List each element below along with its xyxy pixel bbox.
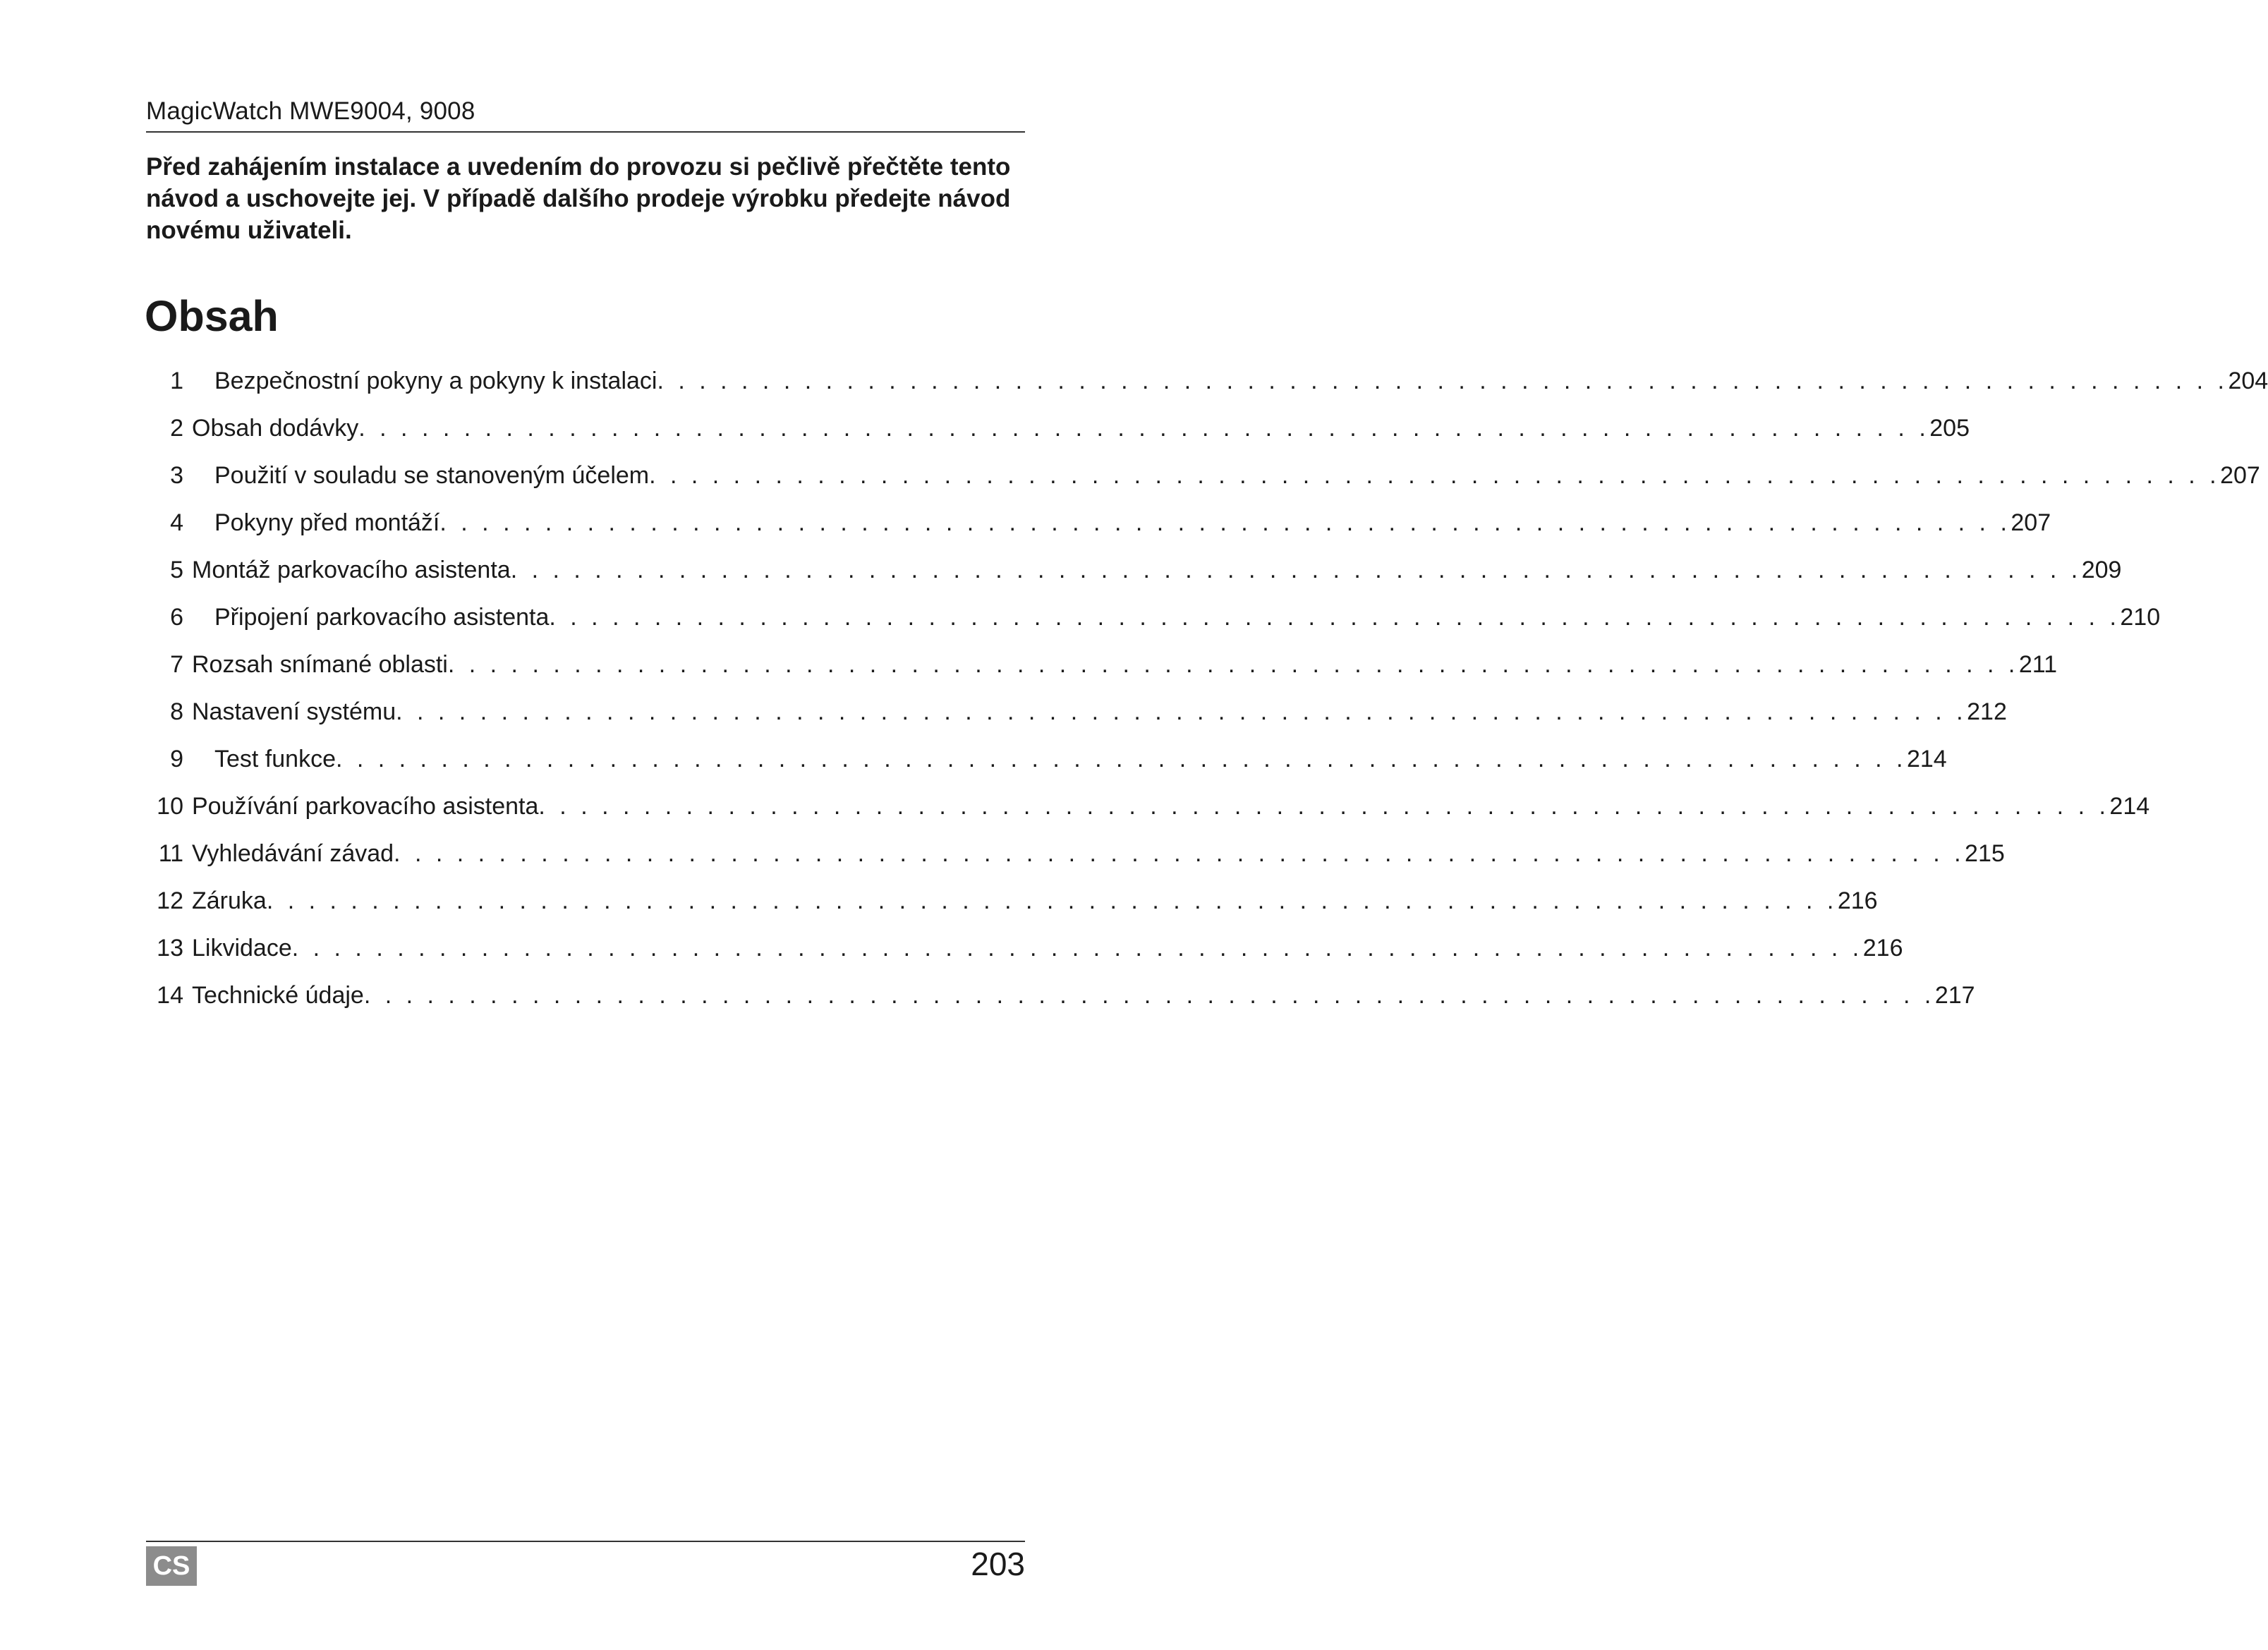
toc-leader-dots: . . . . . . . . . . . . . . . . . . . . . . . . . . . . . . . . . . . . . . . . . . . . . . . . . . . . . . . . . . . . . . . . . . . . . . . . . . . [549,604,2121,631]
toc-entry-page: 212 [1967,698,2007,725]
toc-entry-label: Technické údaje [192,982,364,1009]
header-divider [146,131,1025,133]
toc-leader-dots: . . . . . . . . . . . . . . . . . . . . . . . . . . . . . . . . . . . . . . . . . . . . . . . . . . . . . . . . . . . . . . . . . . . . . . . . . . . [649,462,2221,489]
toc-entry-10[interactable] [157,791,2150,822]
toc-leader-dots: . . . . . . . . . . . . . . . . . . . . . . . . . . . . . . . . . . . . . . . . . . . . . . . . . . . . . . . . . . . . . . . . . . . . . . . . . . . [394,840,1965,867]
toc-entry-9[interactable] [162,744,1947,775]
toc-entry-label: Nastavení systému [192,698,396,725]
toc-title: Obsah [145,292,279,340]
toc-leader-dots: . . . . . . . . . . . . . . . . . . . . . . . . . . . . . . . . . . . . . . . . . . . . . . . . . . . . . . . . . . . . . . . . . . . . . . . . . . . [439,509,2011,536]
toc-entry-14[interactable] [157,980,1975,1011]
footer-divider [146,1541,1025,1542]
toc-entry-number: 12 [157,887,183,914]
toc-entry-13[interactable] [157,933,1903,964]
toc-entry-page: 204 [2228,368,2268,394]
toc-entry-6[interactable] [162,602,2161,633]
toc-leader-dots: . . . . . . . . . . . . . . . . . . . . . . . . . . . . . . . . . . . . . . . . . . . . . . . . . . . . . . . . . . . . . . . . . . . . . . . . . . . [447,651,2019,678]
toc-entry-label: Vyhledávání závad [192,840,394,867]
toc-entry-label: Test funkce [214,746,336,772]
toc-entry-label: Používání parkovacího asistenta [192,793,539,820]
toc-entry-number: 2 [170,415,183,442]
toc-entry-5[interactable] [162,554,2122,586]
toc-entry-label: Záruka [192,887,267,914]
toc-entry-label: Likvidace [192,935,292,962]
toc-entry-number: 11 [158,840,183,867]
toc-entry-number: 13 [157,935,183,962]
toc-leader-dots: . . . . . . . . . . . . . . . . . . . . . . . . . . . . . . . . . . . . . . . . . . . . . . . . . . . . . . . . . . . . . . . . . . . . . . . . . . . [657,368,2228,394]
toc-entry-label: Bezpečnostní pokyny a pokyny k instalaci [214,368,657,394]
toc-leader-dots: . . . . . . . . . . . . . . . . . . . . . . . . . . . . . . . . . . . . . . . . . . . . . . . . . . . . . . . . . . . . . . . . . . . . . . . . . . . [396,698,1967,725]
toc-entry-page: 207 [2011,509,2051,536]
toc-leader-dots: . . . . . . . . . . . . . . . . . . . . . . . . . . . . . . . . . . . . . . . . . . . . . . . . . . . . . . . . . . . . . . . . . . . . . . . . . . . [291,935,1863,962]
toc-entry-number: 6 [170,604,183,631]
toc-leader-dots: . . . . . . . . . . . . . . . . . . . . . . . . . . . . . . . . . . . . . . . . . . . . . . . . . . . . . . . . . . . . . . . . . . . . . . . . . . . [335,746,1907,772]
toc-entry-page: 214 [2109,793,2150,820]
toc-leader-dots: . . . . . . . . . . . . . . . . . . . . . . . . . . . . . . . . . . . . . . . . . . . . . . . . . . . . . . . . . . . . . . . . . . . . . . . . . . . [510,557,2082,583]
toc-entry-label: Připojení parkovacího asistenta [214,604,550,631]
toc-entry-number: 8 [170,698,183,725]
toc-entry-label: Montáž parkovacího asistenta [192,557,511,583]
toc-entry-number: 1 [170,368,183,394]
toc-entry-number: 5 [170,557,183,583]
toc-entry-number: 7 [170,651,183,678]
toc-entry-page: 210 [2120,604,2161,631]
intro-notice: Před zahájením instalace a uvedením do provozu si pečlivě přečtěte tento návod a uschovejte jej. V případě dalšího prodeje výrobku předejte návod novému uživateli. [146,153,1011,244]
toc-entry-number: 9 [170,746,183,772]
toc-entry-page: 207 [2220,462,2260,489]
toc-entry-12[interactable] [157,885,1878,916]
toc-entry-4[interactable] [162,507,2051,538]
toc-leader-dots: . . . . . . . . . . . . . . . . . . . . . . . . . . . . . . . . . . . . . . . . . . . . . . . . . . . . . . . . . . . . . . . . . . . . . . . . . . . [266,887,1838,914]
toc-leader-dots: . . . . . . . . . . . . . . . . . . . . . . . . . . . . . . . . . . . . . . . . . . . . . . . . . . . . . . . . . . . . . . . . . . . . . . . . . . . [358,415,1930,442]
toc-entry-7[interactable] [162,649,2058,680]
toc-entry-label: Pokyny před montáží [214,509,440,536]
toc-entry-page: 216 [1837,887,1878,914]
document-header: MagicWatch MWE9004, 9008 [146,97,475,125]
toc-entry-8[interactable] [162,696,2007,727]
toc-entry-11[interactable] [157,838,2005,869]
toc-entry-page: 209 [2081,557,2122,583]
page-number: 203 [971,1546,1025,1582]
toc-entry-3[interactable] [162,460,2260,491]
toc-entry-number: 3 [170,462,183,489]
toc-entry-number: 14 [157,982,183,1009]
toc-entry-page: 215 [1965,840,2005,867]
toc-entry-number: 4 [170,509,183,536]
toc-entry-page: 217 [1934,982,1975,1009]
toc-entry-page: 205 [1929,415,1970,442]
language-badge: CS [146,1546,197,1586]
toc-entry-page: 216 [1862,935,1903,962]
toc-entry-page: 214 [1906,746,1947,772]
toc-entry-label: Použití v souladu se stanoveným účelem [214,462,650,489]
toc-entry-1[interactable] [162,365,2268,396]
toc-entry-label: Rozsah snímané oblasti [192,651,448,678]
toc-entry-number: 10 [157,793,183,820]
toc-entry-label: Obsah dodávky [192,415,359,442]
toc-entry-page: 211 [2018,651,2058,678]
toc-leader-dots: . . . . . . . . . . . . . . . . . . . . . . . . . . . . . . . . . . . . . . . . . . . . . . . . . . . . . . . . . . . . . . . . . . . . . . . . . . . [538,793,2110,820]
toc-entry-2[interactable] [162,413,1970,444]
toc-leader-dots: . . . . . . . . . . . . . . . . . . . . . . . . . . . . . . . . . . . . . . . . . . . . . . . . . . . . . . . . . . . . . . . . . . . . . . . . . . . [363,982,1935,1009]
